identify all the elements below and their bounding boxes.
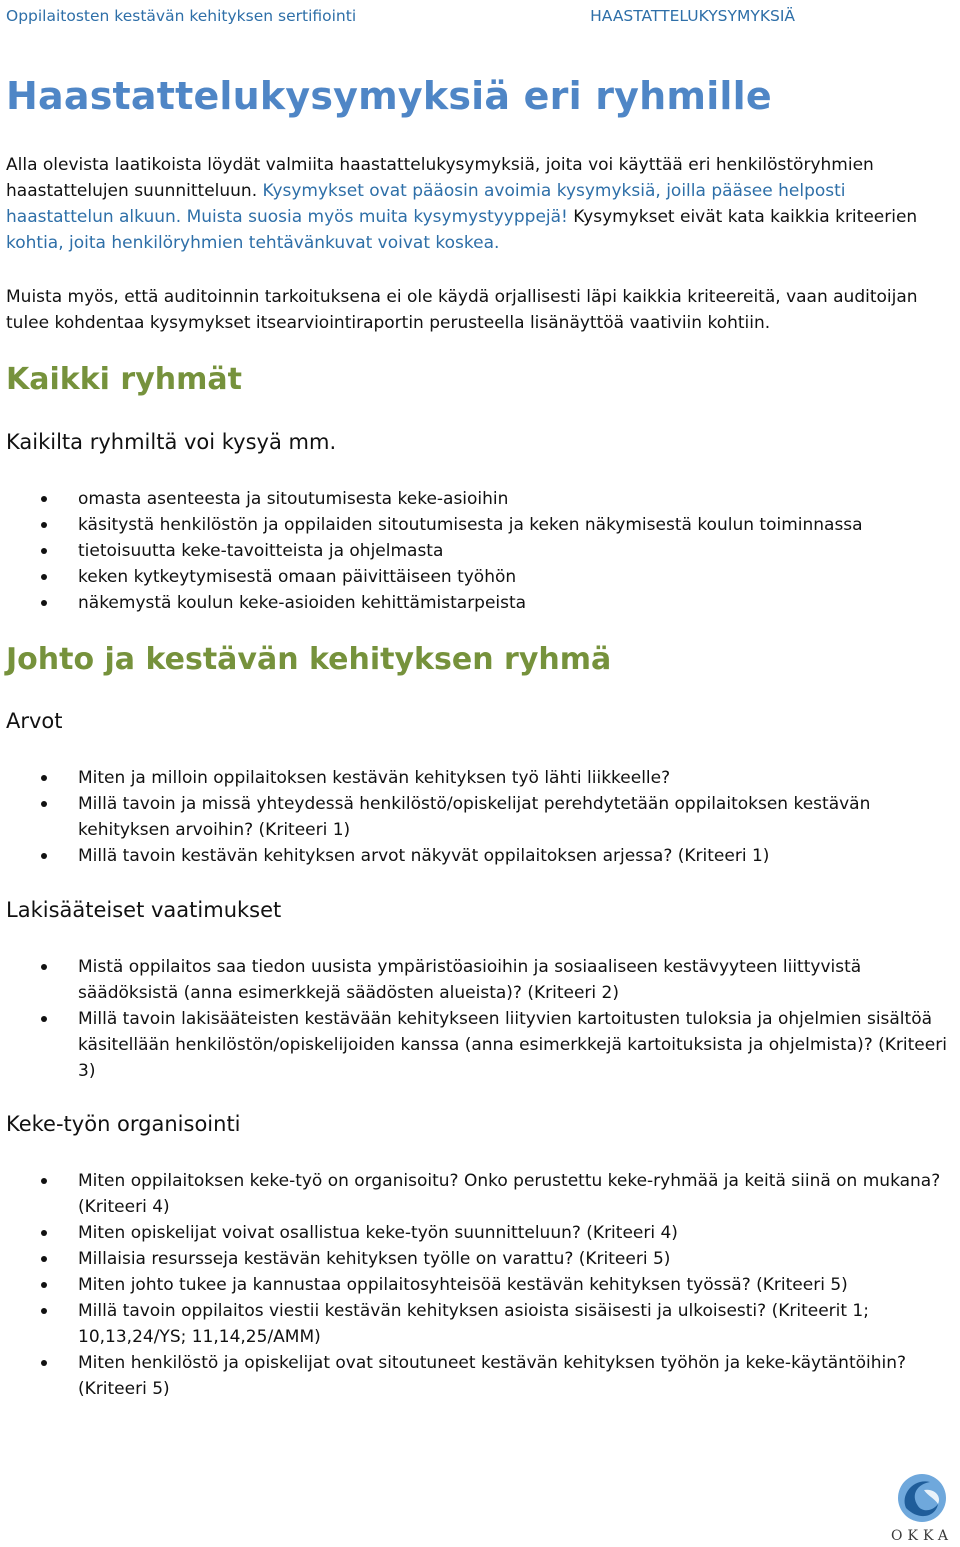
list-item: Miten ja milloin oppilaitoksen kestävän kehityksen työ lähti liikkeelle? xyxy=(0,765,950,791)
list-item: Miten henkilöstö ja opiskelijat ovat sitoutuneet kestävän kehityksen työhön ja keke-käytäntöihin? (Kriteeri 5) xyxy=(0,1350,950,1402)
section-heading-all-groups: Kaikki ryhmät xyxy=(6,362,242,397)
page-header xyxy=(6,4,795,28)
page-title: Haastattelukysymyksiä eri ryhmille xyxy=(6,74,772,118)
list-item: keken kytkeytymisestä omaan päivittäiseen työhön xyxy=(0,564,950,590)
values-list xyxy=(0,765,950,869)
intro-text-2: Kysymykset eivät kata kaikkia kriteerien xyxy=(567,207,918,227)
intro-highlight-1: Kysymykset ovat pääosin avoimia kysymyksiä, joilla pääsee helposti haastattelun alkuun. Muista suosia myös muita kysymystyyppejä! xyxy=(6,181,846,227)
list-item: Millä tavoin kestävän kehityksen arvot näkyvät oppilaitoksen arjessa? (Kriteeri 1) xyxy=(0,843,950,869)
intro-paragraph-1 xyxy=(6,152,946,256)
intro-paragraph-2: Muista myös, että auditoinnin tarkoituksena ei ole käydä orjallisesti läpi kaikkia kriteereitä, vaan auditoijan tulee kohdentaa kysymykset itsearviointiraportin perusteella lisänäyttöä vaativiin kohtiin. xyxy=(6,287,918,333)
okka-logo xyxy=(884,1468,960,1547)
all-groups-subheading: Kaikilta ryhmiltä voi kysyä mm. xyxy=(6,430,337,454)
list-item: käsitystä henkilöstön ja oppilaiden sitoutumisesta ja keken näkymisestä koulun toiminnassa xyxy=(0,512,950,538)
all-groups-list xyxy=(0,486,950,616)
legal-requirements-subheading: Lakisääteiset vaatimukset xyxy=(6,898,282,922)
header-right-title: HAASTATTELUKYSYMYKSIÄ xyxy=(590,7,795,25)
okka-logo-text: OKKA xyxy=(891,1528,953,1544)
okka-swirl-icon xyxy=(884,1468,960,1528)
intro-text-1: Alla olevista laatikoista löydät valmiita haastattelukysymyksiä, joita voi käyttää eri henkilöstöryhmien haastattelujen suunnitteluun. xyxy=(6,155,874,201)
list-item: näkemystä koulun keke-asioiden kehittämistarpeista xyxy=(0,590,950,616)
list-item: Millä tavoin lakisääteisten kestävään kehitykseen liityvien kartoitusten tuloksia ja ohjelmien sisältöä käsitellään henkilöstön/opiskelijoiden kanssa (anna esimerkkejä kartoituksista ja ohjelmista)? (Kriteeri 3) xyxy=(0,1006,950,1084)
organisation-list xyxy=(0,1168,950,1402)
list-item: Millä tavoin ja missä yhteydessä henkilöstö/opiskelijat perehdytetään oppilaitoksen kestävän kehityksen arvoihin? (Kriteeri 1) xyxy=(0,791,950,843)
intro-highlight-2: kohtia, joita henkilöryhmien tehtävänkuvat voivat koskea. xyxy=(6,233,500,253)
list-item: Miten oppilaitoksen keke-työ on organisoitu? Onko perustettu keke-ryhmää ja keitä siinä on mukana? (Kriteeri 4) xyxy=(0,1168,950,1220)
legal-requirements-list xyxy=(0,954,950,1084)
list-item: Miten opiskelijat voivat osallistua keke-työn suunnitteluun? (Kriteeri 4) xyxy=(0,1220,950,1246)
organisation-subheading: Keke-työn organisointi xyxy=(6,1112,241,1136)
list-item: omasta asenteesta ja sitoutumisesta keke-asioihin xyxy=(0,486,950,512)
list-item: Mistä oppilaitos saa tiedon uusista ympäristöasioihin ja sosiaaliseen kestävyyteen liittyvistä säädöksistä (anna esimerkkejä säädösten alueista)? (Kriteeri 2) xyxy=(0,954,950,1006)
list-item: Millä tavoin oppilaitos viestii kestävän kehityksen asioista sisäisesti ja ulkoisesti? (Kriteerit 1; 10,13,24/YS; 11,14,25/AMM) xyxy=(0,1298,950,1350)
list-item: tietoisuutta keke-tavoitteista ja ohjelmasta xyxy=(0,538,950,564)
header-left-title: Oppilaitosten kestävän kehityksen sertifiointi xyxy=(6,7,357,25)
list-item: Miten johto tukee ja kannustaa oppilaitosyhteisöä kestävän kehityksen työssä? (Kriteeri 5) xyxy=(0,1272,950,1298)
list-item: Millaisia resursseja kestävän kehityksen työlle on varattu? (Kriteeri 5) xyxy=(0,1246,950,1272)
values-subheading: Arvot xyxy=(6,709,63,733)
section-heading-management: Johto ja kestävän kehityksen ryhmä xyxy=(6,642,612,677)
